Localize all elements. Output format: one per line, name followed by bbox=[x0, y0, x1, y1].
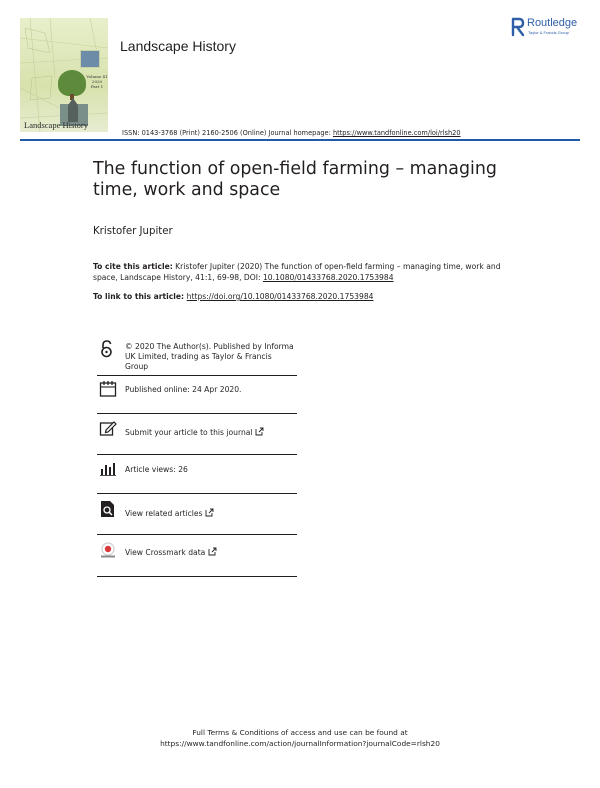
related-articles-text: View related articles bbox=[125, 509, 203, 518]
cover-tree-image bbox=[58, 70, 86, 96]
published-online-text: Published online: 24 Apr 2020. bbox=[125, 385, 242, 394]
open-access-icon bbox=[98, 340, 116, 358]
item-divider bbox=[97, 493, 297, 494]
external-link-icon bbox=[205, 508, 214, 517]
citation-label: To cite this article: bbox=[93, 262, 173, 271]
item-divider bbox=[97, 375, 297, 376]
link-label: To link to this article: bbox=[93, 292, 187, 301]
cover-volume: Volume 41 bbox=[86, 74, 108, 79]
cover-year: 2020 bbox=[91, 79, 103, 84]
article-link[interactable]: https://doi.org/10.1080/01433768.2020.1753984 bbox=[186, 292, 374, 301]
journal-homepage-link[interactable]: https://www.tandfonline.com/loi/rlsh20 bbox=[332, 129, 461, 137]
cover-volume-info bbox=[86, 74, 108, 89]
cover-title: Landscape History bbox=[24, 120, 88, 130]
citation-block bbox=[93, 261, 513, 283]
item-divider bbox=[97, 413, 297, 414]
external-link-icon bbox=[208, 547, 217, 556]
footer-terms: Full Terms & Conditions of access and use can be found at bbox=[192, 728, 408, 737]
open-access-text: © 2020 The Author(s). Published by Informa UK Limited, trading as Taylor & Francis Group bbox=[125, 342, 294, 371]
issn-line bbox=[122, 129, 461, 137]
routledge-r-icon bbox=[511, 17, 525, 37]
publisher-logo bbox=[511, 17, 591, 41]
related-articles-icon bbox=[99, 500, 117, 518]
cover-photo-top bbox=[80, 50, 100, 68]
header-rule bbox=[20, 139, 580, 141]
publisher-name: Routledge bbox=[527, 17, 578, 29]
article-title-line2: time, work and space bbox=[93, 180, 281, 200]
article-author: Kristofer Jupiter bbox=[93, 226, 173, 237]
doi-link[interactable]: 10.1080/01433768.2020.1753984 bbox=[262, 273, 394, 282]
submit-article-text: Submit your article to this journal bbox=[125, 428, 253, 437]
external-link-icon bbox=[255, 427, 264, 436]
publisher-tagline: Taylor & Francis Group bbox=[528, 30, 569, 35]
article-views-text: Article views: 26 bbox=[125, 465, 188, 474]
submit-article-link[interactable] bbox=[125, 427, 264, 438]
footer bbox=[0, 727, 600, 749]
item-divider bbox=[97, 454, 297, 455]
related-articles-link[interactable] bbox=[125, 508, 214, 519]
crossmark-icon bbox=[99, 541, 117, 559]
calendar-icon bbox=[99, 380, 117, 398]
link-block bbox=[93, 292, 373, 301]
journal-cover bbox=[20, 18, 108, 132]
bar-chart-icon bbox=[99, 460, 117, 478]
issn-text: ISSN: 0143-3768 (Print) 2160-2506 (Online) Journal homepage: bbox=[122, 129, 333, 137]
edit-icon bbox=[99, 419, 117, 437]
journal-title: Landscape History bbox=[120, 38, 236, 54]
item-divider bbox=[97, 534, 297, 535]
cover-part: Part 1 bbox=[90, 84, 104, 89]
footer-url[interactable]: https://www.tandfonline.com/action/journalInformation?journalCode=rlsh20 bbox=[160, 739, 440, 748]
item-divider bbox=[97, 576, 297, 577]
article-title bbox=[93, 159, 513, 201]
crossmark-text: View Crossmark data bbox=[125, 548, 206, 557]
crossmark-link[interactable] bbox=[125, 547, 217, 558]
citation-text: Kristofer Jupiter (2020) The function of open-field farming – managing time, work and space, Landscape History, 41:1, 69-98, DOI: bbox=[93, 262, 501, 282]
article-title-line1: The function of open-field farming – managing bbox=[93, 159, 497, 179]
